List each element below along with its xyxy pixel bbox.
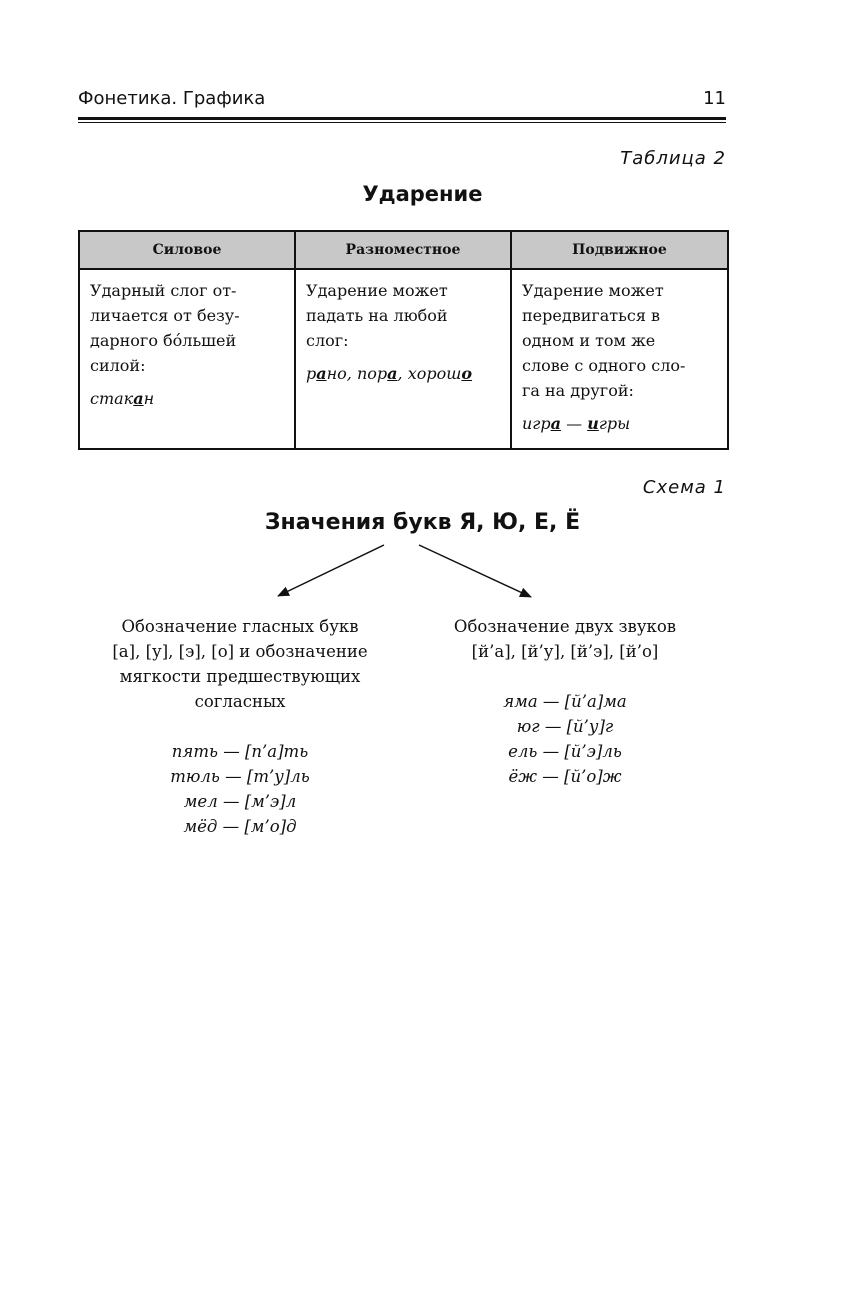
- stressed-vowel: и: [587, 414, 599, 433]
- definition-line: га на другой:: [522, 381, 634, 400]
- left-line: согласных: [194, 692, 286, 711]
- definition-line: слове с одного сло-: [522, 356, 686, 375]
- left-line: мягкости предшествующих: [119, 667, 361, 686]
- left-examples: [80, 739, 400, 839]
- stressed-vowel: о: [461, 364, 473, 383]
- definition-line: Ударение может: [306, 281, 448, 300]
- example-line: ель — [й’э]ль: [508, 742, 622, 761]
- definition-line: Ударный слог от-: [90, 281, 237, 300]
- example-fragment: игр: [522, 414, 551, 433]
- stressed-vowel: а: [316, 364, 327, 383]
- right-line: Обозначение двух звуков: [453, 617, 677, 636]
- scheme-right-branch: [420, 614, 710, 789]
- scheme-title: Значения букв Я, Ю, Е, Ё: [264, 510, 581, 535]
- page-number: 11: [703, 88, 726, 109]
- column-header-power: Силовое: [79, 231, 295, 269]
- right-line: [й’а], [й’у], [й’э], [й’о]: [471, 642, 659, 661]
- definition-line: передвигаться в: [522, 306, 660, 325]
- example-line: яма — [й’а]ма: [503, 692, 627, 711]
- example-line: пять — [п’а]ть: [171, 742, 309, 761]
- example-line: ёж — [й’о]ж: [508, 767, 622, 786]
- table-title: Ударение: [362, 182, 483, 206]
- column-header-free: Разноместное: [295, 231, 511, 269]
- definition-line: слог:: [306, 331, 349, 350]
- section-title: Фонетика. Графика: [78, 88, 266, 109]
- example-line: тюль — [т’у]ль: [170, 767, 310, 786]
- example-line: мёд — [м’о]д: [183, 817, 297, 836]
- example-fragment: н: [143, 389, 155, 408]
- stressed-vowel: а: [550, 414, 562, 433]
- table-caption: Таблица 2: [620, 148, 726, 169]
- definition-line: одном и том же: [522, 331, 656, 350]
- arrow-right: [419, 545, 531, 597]
- example-fragment: гры: [598, 414, 631, 433]
- stressed-vowel: а: [133, 389, 144, 408]
- example-fragment: стак: [90, 389, 134, 408]
- example-fragment: —: [561, 414, 588, 433]
- example-fragment: но, пор: [326, 364, 388, 383]
- column-header-mobile: Подвижное: [511, 231, 728, 269]
- stressed-vowel: а: [387, 364, 398, 383]
- arrow-left: [278, 545, 384, 596]
- example-fragment: р: [306, 364, 317, 383]
- right-description: [420, 614, 710, 664]
- definition-line: личается от безу-: [90, 306, 240, 325]
- definition-line: силой:: [90, 356, 146, 375]
- right-examples: [420, 689, 710, 789]
- definition-line: дарного бо́льшей: [90, 331, 237, 350]
- left-line: [а], [у], [э], [о] и обозначение: [112, 642, 368, 661]
- example-fragment: , хорош: [397, 364, 462, 383]
- example-line: юг — [й’у]г: [516, 717, 614, 736]
- left-line: Обозначение гласных букв: [121, 617, 359, 636]
- left-description: [80, 614, 400, 714]
- scheme-left-branch: [80, 614, 400, 839]
- scheme-arrows: [0, 0, 845, 620]
- example-line: мел — [м’э]л: [183, 792, 297, 811]
- definition-line: Ударение может: [522, 281, 664, 300]
- scheme-caption: Схема 1: [642, 477, 726, 498]
- definition-line: падать на любой: [306, 306, 448, 325]
